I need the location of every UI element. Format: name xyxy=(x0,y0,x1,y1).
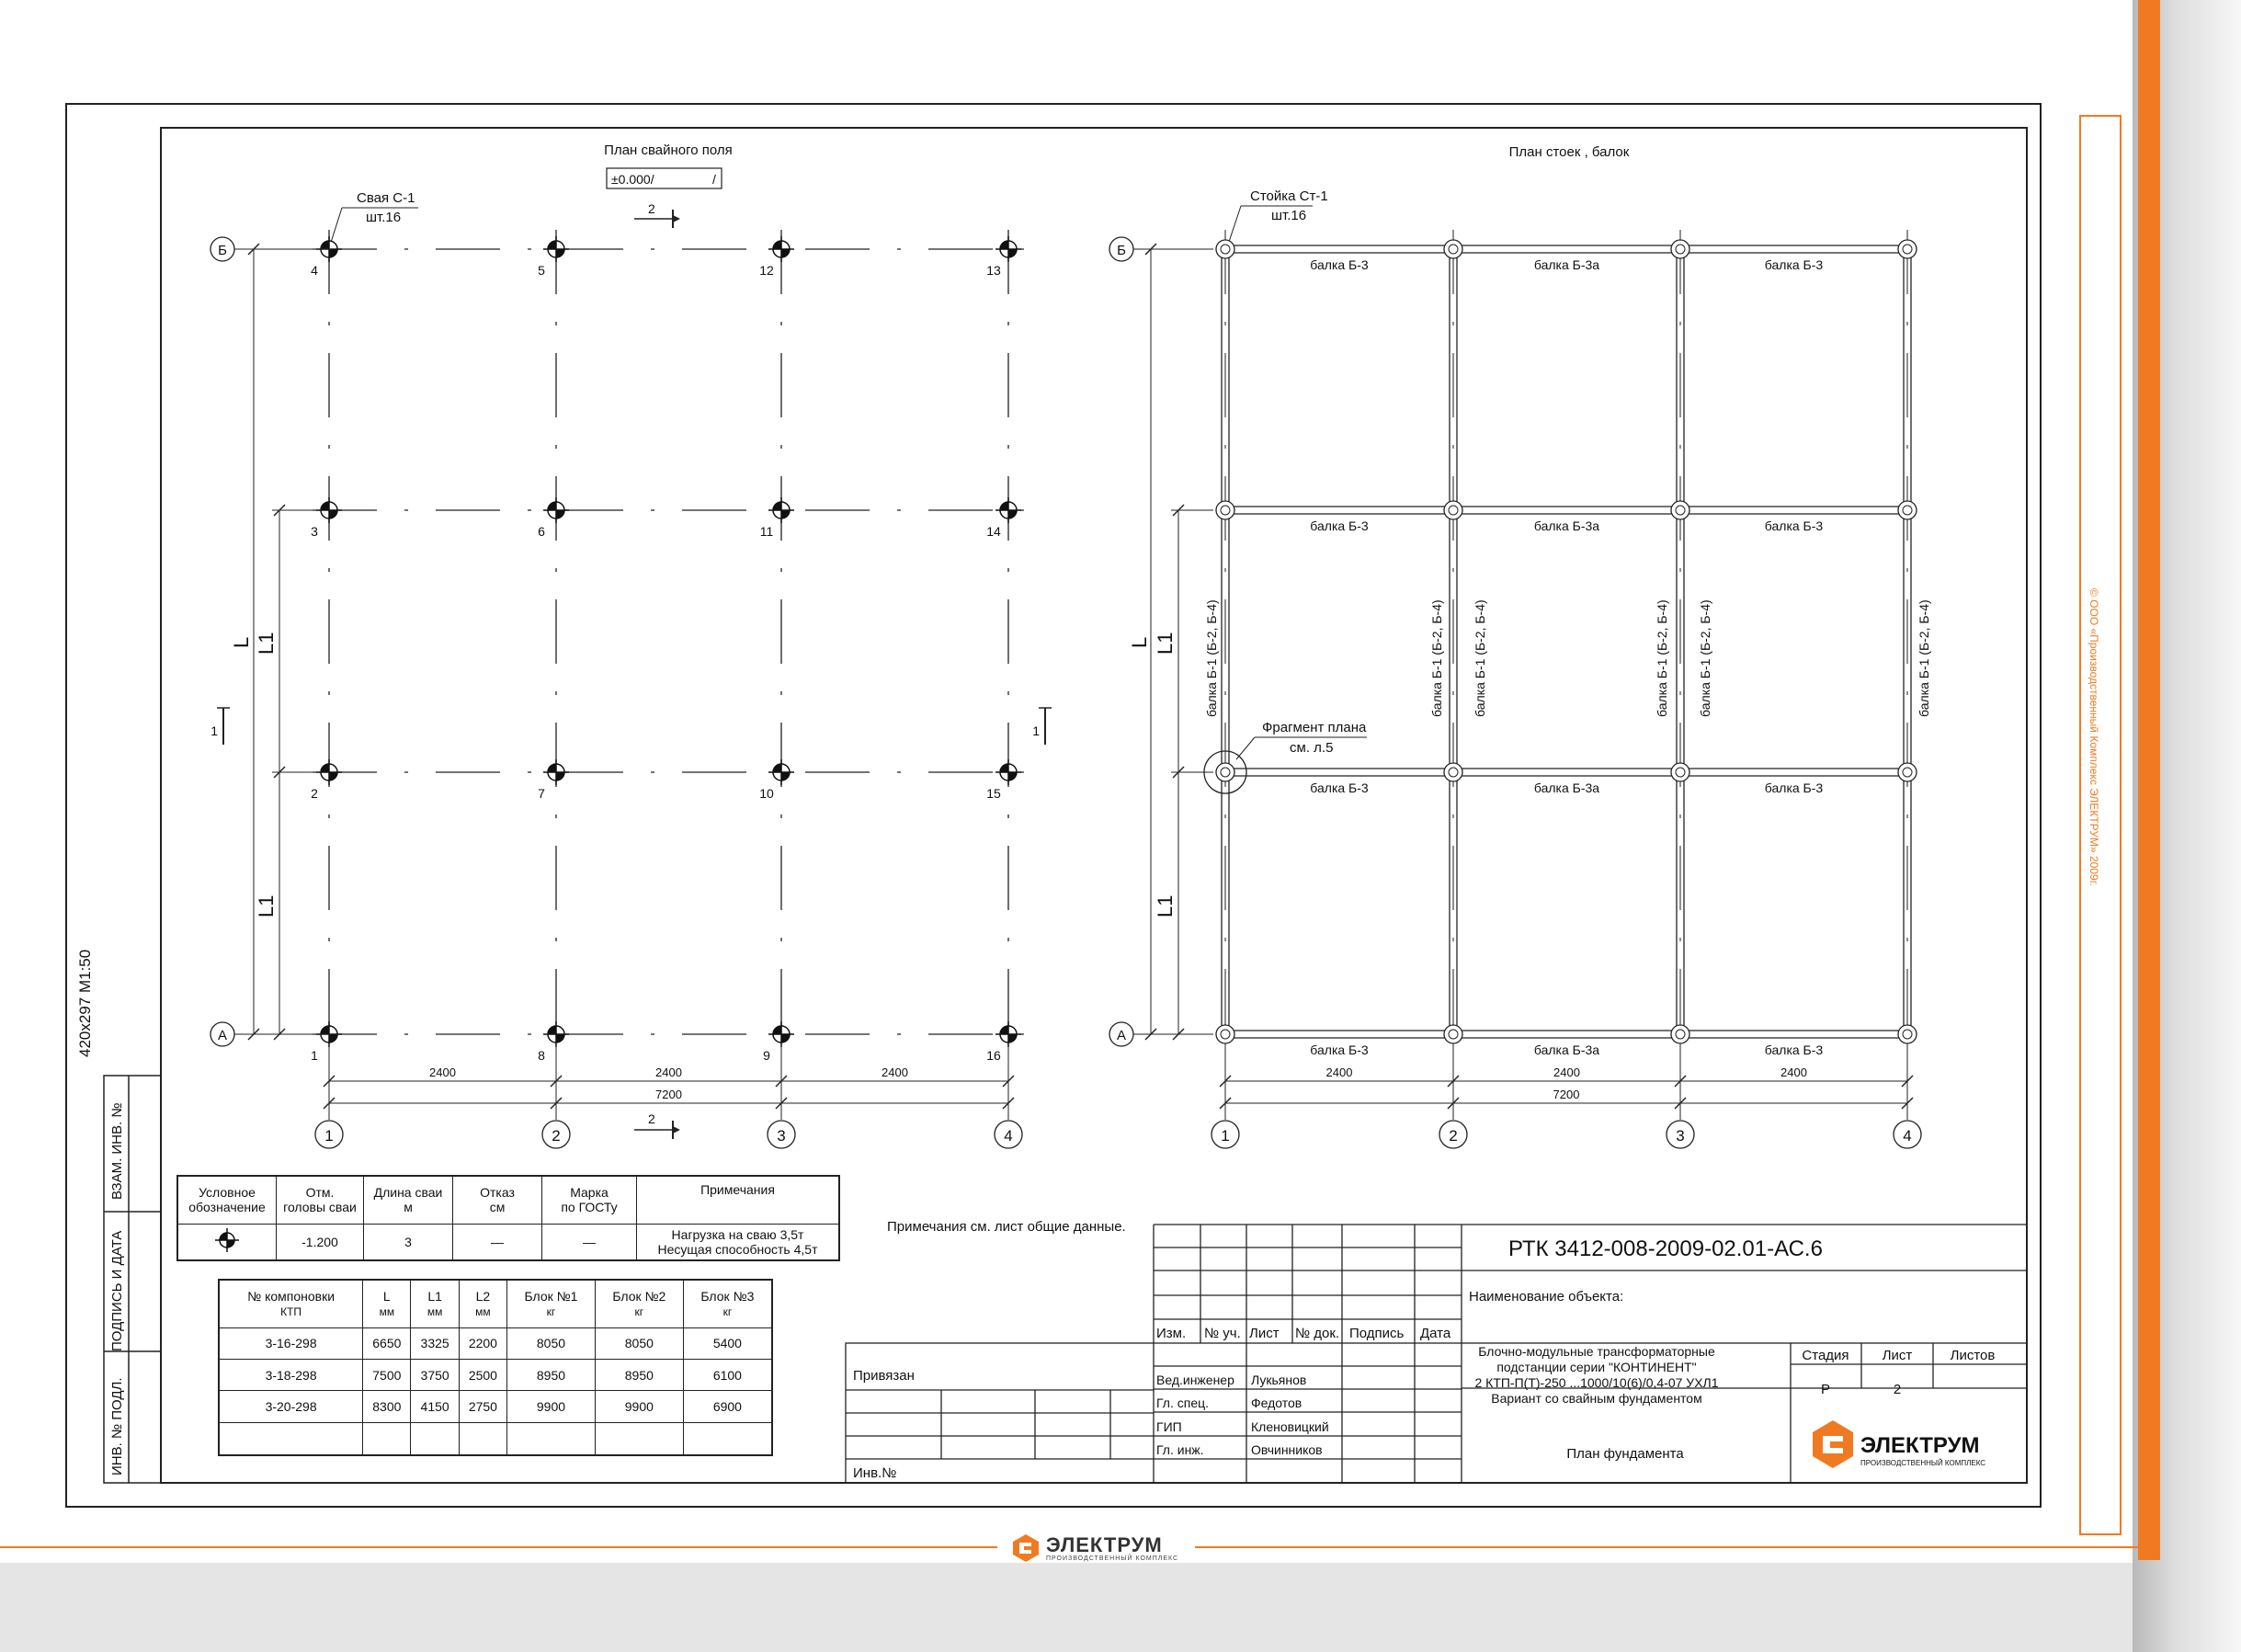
revision-column-header: Дата xyxy=(1420,1326,1451,1341)
beam-label: балка Б-3а xyxy=(1533,257,1600,272)
post-symbol xyxy=(1671,240,1689,258)
dim-L1-lower: L1 xyxy=(255,894,278,917)
person-name: Овчинников xyxy=(1251,1442,1323,1457)
beam-label: балка Б-3 xyxy=(1310,780,1369,795)
legend-h-refusal-1: Отказ xyxy=(480,1185,515,1201)
legend-h-length-2: м xyxy=(404,1200,413,1215)
beam-vertical-label: балка Б-1 (Б-2, Б-4) xyxy=(1473,599,1487,717)
left-axis-label: 4 xyxy=(1004,1127,1013,1145)
legend-gost-value: — xyxy=(542,1224,637,1260)
sheet-label: Лист xyxy=(1882,1348,1913,1363)
pile-field-plan xyxy=(210,142,1052,1148)
dim-L1-upper: L1 xyxy=(255,632,278,655)
notes-text: Примечания см. лист общие данные. xyxy=(887,1219,1126,1235)
legend-h-gost-2: по ГОСТу xyxy=(561,1200,618,1215)
pile-plan-title: План свайного поля xyxy=(604,142,733,158)
config-cell: 8950 xyxy=(507,1359,596,1390)
legend-h-symbol-1: Условное xyxy=(199,1185,256,1201)
left-span-dim: 2400 xyxy=(882,1065,908,1079)
pile-number: 1 xyxy=(311,1048,318,1063)
sheets-label: Листов xyxy=(1950,1348,1996,1363)
person-name: Федотов xyxy=(1251,1396,1303,1410)
dim-L-right: L xyxy=(1128,636,1151,648)
config-cell: 3325 xyxy=(411,1327,459,1359)
config-cell: 2200 xyxy=(459,1327,506,1359)
post-count: шт.16 xyxy=(1271,208,1307,223)
config-cell: 6100 xyxy=(683,1359,772,1390)
right-axis-label: 1 xyxy=(1221,1127,1230,1145)
legend-length-value: 3 xyxy=(364,1224,453,1260)
dim-L1-upper-right: L1 xyxy=(1154,632,1177,655)
orange-accent-bar xyxy=(2138,0,2160,1560)
left-span-dim: 2400 xyxy=(429,1065,456,1079)
config-header: L мм xyxy=(363,1280,411,1327)
pile-number: 7 xyxy=(538,786,545,801)
desc-line-4: Вариант со свайным фундаментом xyxy=(1491,1391,1702,1406)
post-symbol xyxy=(1216,501,1234,519)
config-cell: 8300 xyxy=(363,1391,411,1422)
pile-number: 15 xyxy=(986,786,1001,801)
config-cell: 2500 xyxy=(459,1359,506,1390)
post-symbol xyxy=(1671,763,1689,781)
dim-L: L xyxy=(230,636,253,648)
pile-symbol-icon xyxy=(995,759,1021,785)
table-row xyxy=(219,1327,772,1359)
role-label: Гл. спец. xyxy=(1156,1396,1210,1410)
stamp-podpis: ПОДПИСЬ И ДАТА xyxy=(109,1230,125,1351)
pile-number: 13 xyxy=(986,263,1001,278)
beam-vertical-label: балка Б-1 (Б-2, Б-4) xyxy=(1429,599,1444,717)
beam-label: балка Б-3а xyxy=(1533,780,1600,795)
pile-number: 16 xyxy=(986,1048,1001,1063)
beam-vertical-label: балка Б-1 (Б-2, Б-4) xyxy=(1204,599,1219,717)
logo-subtitle: ПРОИЗВОДСТВЕННЫЙ КОМПЛЕКС xyxy=(1046,1555,1179,1562)
config-header: Блок №2 кг xyxy=(595,1280,683,1327)
stamp-inv: ИНВ. № ПОДЛ. xyxy=(109,1377,125,1475)
left-span-dim: 2400 xyxy=(655,1065,682,1079)
legend-h-symbol-2: обозначение xyxy=(188,1200,266,1215)
pile-number: 14 xyxy=(986,524,1001,539)
config-cell: 7500 xyxy=(363,1359,411,1390)
pile-symbol-icon xyxy=(995,1021,1021,1047)
pile-number: 8 xyxy=(538,1048,545,1063)
config-header: L2 мм xyxy=(459,1280,506,1327)
bound-label: Привязан xyxy=(853,1368,915,1384)
beam-label: балка Б-3 xyxy=(1764,1042,1824,1057)
level-mark: ±0.000/ xyxy=(611,172,654,187)
config-cell: 8950 xyxy=(595,1359,683,1390)
left-axis-label: 3 xyxy=(777,1127,786,1145)
table-row-empty xyxy=(219,1422,772,1455)
legend-h-mark-1: Отм. xyxy=(305,1185,335,1201)
post-symbol xyxy=(1444,240,1462,258)
pile-symbol-icon xyxy=(543,759,569,785)
section-mark-bottom: 2 xyxy=(648,1111,655,1126)
legend-h-mark-2: головы сваи xyxy=(283,1200,357,1215)
post-symbol xyxy=(1898,501,1917,519)
post-callout: Стойка Ст-1 xyxy=(1250,188,1328,204)
logo-name: ЭЛЕКТРУМ xyxy=(1046,1532,1163,1556)
role-label: Гл. инж. xyxy=(1156,1442,1204,1457)
config-cell: 8050 xyxy=(595,1327,683,1359)
revision-column-header: № док. xyxy=(1295,1326,1340,1341)
beams-plan-title: План стоек , балок xyxy=(1508,144,1630,160)
config-cell: 4150 xyxy=(411,1391,459,1422)
post-symbol xyxy=(1671,501,1689,519)
titleblock-logo xyxy=(1813,1420,1985,1468)
beam-label: балка Б-3а xyxy=(1533,518,1600,533)
object-label: Наименование объекта: xyxy=(1469,1289,1624,1305)
beam-label: балка Б-3 xyxy=(1764,257,1824,272)
right-span-dim: 2400 xyxy=(1325,1065,1353,1079)
config-header: № компоновки КТП xyxy=(219,1280,363,1327)
revision-column-header: Изм. xyxy=(1156,1326,1187,1341)
posts-beams-plan xyxy=(1109,144,1931,1148)
sheet-format: 420x297 М1:50 xyxy=(76,949,94,1057)
pile-count: шт.16 xyxy=(366,210,402,225)
table-row xyxy=(219,1391,772,1422)
config-cell: 3750 xyxy=(411,1359,459,1390)
post-symbol xyxy=(1898,240,1917,258)
revision-column-header: № уч. xyxy=(1204,1326,1241,1341)
post-symbol xyxy=(1216,1025,1234,1043)
revision-column-header: Лист xyxy=(1249,1326,1280,1341)
pile-symbol-icon xyxy=(768,1021,794,1047)
person-name: Лукьянов xyxy=(1251,1373,1307,1387)
post-symbol xyxy=(1898,1025,1917,1043)
stage-value: Р xyxy=(1820,1382,1831,1397)
config-table xyxy=(218,1279,773,1456)
revision-column-header: Подпись xyxy=(1349,1326,1405,1341)
pile-symbol-icon xyxy=(995,497,1021,523)
right-axis-label: 2 xyxy=(1449,1127,1458,1145)
beam-vertical-label: балка Б-1 (Б-2, Б-4) xyxy=(1655,599,1669,717)
legend-h-refusal-2: см xyxy=(489,1200,506,1215)
pile-number: 10 xyxy=(759,786,774,801)
pile-number: 4 xyxy=(311,263,318,278)
desc-line-2: подстанции серии "КОНТИНЕНТ" xyxy=(1496,1360,1697,1374)
copyright-text: © ООО «Производственный Комплекс ЭЛЕКТРУМ» 2009г. xyxy=(2087,588,2100,886)
pile-number: 12 xyxy=(759,263,774,278)
left-total-dim: 7200 xyxy=(655,1088,682,1101)
pile-symbol-icon xyxy=(177,1224,277,1260)
titleblock-logo-sub: ПРОИЗВОДСТВЕННЫЙ КОМПЛЕКС xyxy=(1860,1459,1986,1467)
pile-number: 11 xyxy=(759,524,774,539)
beam-label: балка Б-3 xyxy=(1764,780,1824,795)
legend-h-length-1: Длина сваи xyxy=(373,1185,443,1201)
legend-note-2: Несущая способность 4,5т xyxy=(657,1241,818,1257)
config-cell: 9900 xyxy=(595,1391,683,1422)
person-name: Кленовицкий xyxy=(1251,1419,1329,1434)
right-axis-label: 3 xyxy=(1676,1127,1685,1145)
right-total-dim: 7200 xyxy=(1553,1088,1580,1101)
fragment-ref: см. л.5 xyxy=(1290,740,1334,756)
bottom-band xyxy=(0,1563,2133,1652)
pile-number: 6 xyxy=(538,524,545,539)
left-axis-label: 2 xyxy=(552,1127,561,1145)
post-symbol xyxy=(1898,763,1917,781)
config-cell: 5400 xyxy=(683,1327,772,1359)
role-label: ГИП xyxy=(1156,1419,1182,1434)
right-span-dim: 2400 xyxy=(1553,1065,1580,1079)
fragment-callout: Фрагмент плана xyxy=(1262,720,1367,735)
pile-symbol-icon xyxy=(768,236,794,262)
legend-mark-value: -1.200 xyxy=(277,1224,364,1260)
drawing-code: РТК 3412-008-2009-02.01-АС.6 xyxy=(1508,1236,1823,1261)
stamp-vzam: ВЗАМ. ИНВ. № xyxy=(109,1102,125,1200)
pile-symbol-icon xyxy=(543,497,569,523)
legend-h-notes: Примечания xyxy=(700,1182,775,1197)
post-symbol xyxy=(1444,763,1462,781)
pile-number: 3 xyxy=(311,524,318,539)
right-axis-label: 4 xyxy=(1903,1127,1912,1145)
right-span-dim: 2400 xyxy=(1780,1065,1807,1079)
sheet-value: 2 xyxy=(1893,1382,1902,1397)
row-a-label-right: А xyxy=(1116,1028,1127,1043)
pile-symbol-icon xyxy=(768,497,794,523)
post-symbol xyxy=(1444,501,1462,519)
beam-label: балка Б-3 xyxy=(1310,518,1369,533)
post-symbol xyxy=(1671,1025,1689,1043)
pile-callout: Свая С-1 xyxy=(357,190,415,206)
beam-vertical-label: балка Б-1 (Б-2, Б-4) xyxy=(1917,599,1931,717)
pile-symbol-icon xyxy=(543,236,569,262)
pile-symbol-icon xyxy=(543,1021,569,1047)
config-header: Блок №1 кг xyxy=(507,1280,596,1327)
config-cell: 2750 xyxy=(459,1391,506,1422)
pile-number: 5 xyxy=(538,263,545,278)
legend-h-gost-1: Марка xyxy=(570,1185,609,1201)
config-cell: 3-20-298 xyxy=(219,1391,363,1422)
config-cell: 9900 xyxy=(507,1391,596,1422)
cut-mark-left: 1 xyxy=(210,723,218,738)
pile-symbol-icon xyxy=(995,236,1021,262)
config-header: L1 мм xyxy=(411,1280,459,1327)
dim-L1-lower-right: L1 xyxy=(1154,894,1177,917)
desc-line-3: 2 КТП-П(Т)-250 ...1000/10(6)/0,4-07 УХЛ1 xyxy=(1474,1375,1719,1390)
level-sep: / xyxy=(712,172,716,187)
cut-mark-right: 1 xyxy=(1032,723,1040,738)
pile-number: 2 xyxy=(311,786,318,801)
stage-label: Стадия xyxy=(1802,1348,1849,1363)
row-b-label: Б xyxy=(218,243,227,258)
config-cell: 3-16-298 xyxy=(219,1327,363,1359)
titleblock-logo-name: ЭЛЕКТРУМ xyxy=(1860,1433,1980,1458)
config-cell: 3-18-298 xyxy=(219,1359,363,1390)
pile-symbol-icon xyxy=(768,759,794,785)
inv-label: Инв.№ xyxy=(853,1465,897,1481)
config-cell: 6650 xyxy=(363,1327,411,1359)
row-a-label: А xyxy=(217,1028,228,1043)
role-label: Вед.инженер xyxy=(1156,1373,1234,1387)
post-symbol xyxy=(1216,240,1234,258)
row-b-label-right: Б xyxy=(1117,243,1126,258)
config-cell: 6900 xyxy=(683,1391,772,1422)
config-header: Блок №3 кг xyxy=(683,1280,772,1327)
beam-label: балка Б-3 xyxy=(1310,1042,1369,1057)
post-symbol xyxy=(1216,763,1234,781)
pile-number: 9 xyxy=(763,1048,770,1063)
post-symbol xyxy=(1444,1025,1462,1043)
section-mark-top: 2 xyxy=(648,201,655,216)
beam-label: балка Б-3 xyxy=(1310,257,1369,272)
config-cell: 8050 xyxy=(507,1327,596,1359)
drawing-name: План фундамента xyxy=(1566,1446,1684,1462)
desc-line-1: Блочно-модульные трансформаторные xyxy=(1478,1344,1715,1359)
beam-label: балка Б-3 xyxy=(1764,518,1824,533)
legend-table xyxy=(176,1175,840,1261)
left-axis-label: 1 xyxy=(324,1127,334,1145)
legend-note-1: Нагрузка на сваю 3,5т xyxy=(671,1226,804,1242)
table-row xyxy=(219,1359,772,1390)
beam-vertical-label: балка Б-1 (Б-2, Б-4) xyxy=(1698,599,1712,717)
legend-refusal-value: — xyxy=(453,1224,542,1260)
beam-label: балка Б-3а xyxy=(1533,1042,1600,1057)
